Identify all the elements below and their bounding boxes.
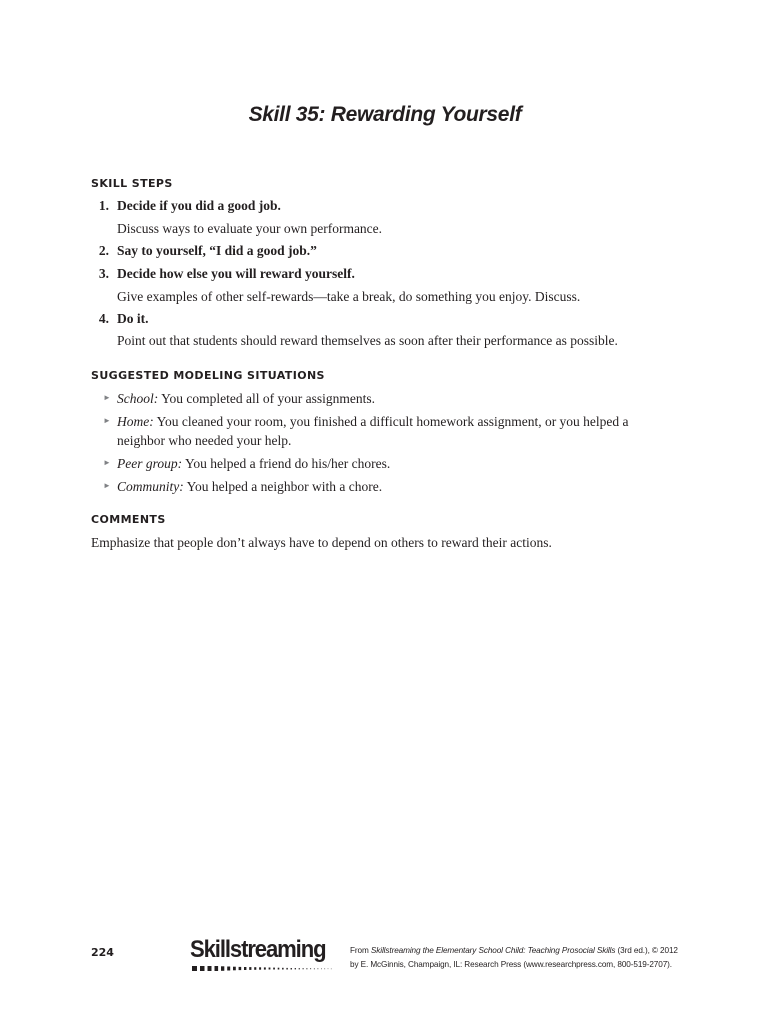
copyright-credit [350, 944, 680, 972]
logo-dots [192, 966, 342, 972]
situation-context: Community: [117, 479, 184, 494]
step-title: Do it. [117, 311, 149, 326]
logo-wordmark: Skillstreaming [190, 936, 326, 963]
credit-edition: (3rd ed.), © 2012 [617, 946, 678, 955]
situation-text [117, 389, 657, 408]
step-number: 3. [98, 266, 109, 281]
situation-text [117, 412, 657, 450]
step-number: 1. [98, 198, 109, 213]
page-title: Skill 35: Rewarding Yourself [248, 103, 522, 126]
credit-line-2: by E. McGinnis, Champaign, IL: Research Press (www.researchpress.com, 800-519-2707). [350, 960, 672, 969]
triangle-right-icon: ► [103, 416, 111, 425]
triangle-right-icon: ► [103, 393, 111, 402]
credit-prefix: From [350, 946, 369, 955]
situation-context: Peer group: [117, 456, 183, 471]
skill-steps-heading: SKILL STEPS [91, 177, 173, 190]
step-title: Decide how else you will reward yourself. [117, 266, 355, 281]
triangle-right-icon: ► [103, 458, 111, 467]
step-description: Point out that students should reward themselves as soon after their performance as possible. [117, 333, 618, 348]
situation-description: You helped a neighbor with a chore. [186, 479, 383, 494]
step-description: Discuss ways to evaluate your own performance. [117, 221, 383, 236]
credit-line-1 [350, 944, 680, 958]
triangle-right-icon: ► [103, 481, 111, 490]
step-title: Say to yourself, “I did a good job.” [117, 243, 317, 258]
step-description: Give examples of other self-rewards—take a break, do something you enjoy. Discuss. [117, 289, 581, 304]
situation-text [117, 454, 657, 473]
situation-context: Home: [117, 414, 154, 429]
situation-text [117, 477, 657, 496]
skillstreaming-logo [190, 936, 340, 976]
page-number: 224 [91, 946, 114, 959]
situation-description: You helped a friend do his/her chores. [184, 456, 391, 471]
situation-description: You completed all of your assignments. [161, 391, 375, 406]
comments-text: Emphasize that people don’t always have to depend on others to reward their actions. [91, 535, 552, 550]
situation-description: You cleaned your room, you finished a difficult homework assignment, or you helped a neighbor who needed your help. [117, 414, 629, 448]
step-title: Decide if you did a good job. [117, 198, 281, 213]
modeling-situations-heading: SUGGESTED MODELING SITUATIONS [91, 369, 325, 382]
comments-heading: COMMENTS [91, 513, 166, 526]
credit-book-title: Skillstreaming the Elementary School Child: Teaching Prosocial Skills [370, 946, 616, 955]
step-number: 4. [98, 311, 109, 326]
situation-context: School: [117, 391, 159, 406]
step-number: 2. [98, 243, 109, 258]
